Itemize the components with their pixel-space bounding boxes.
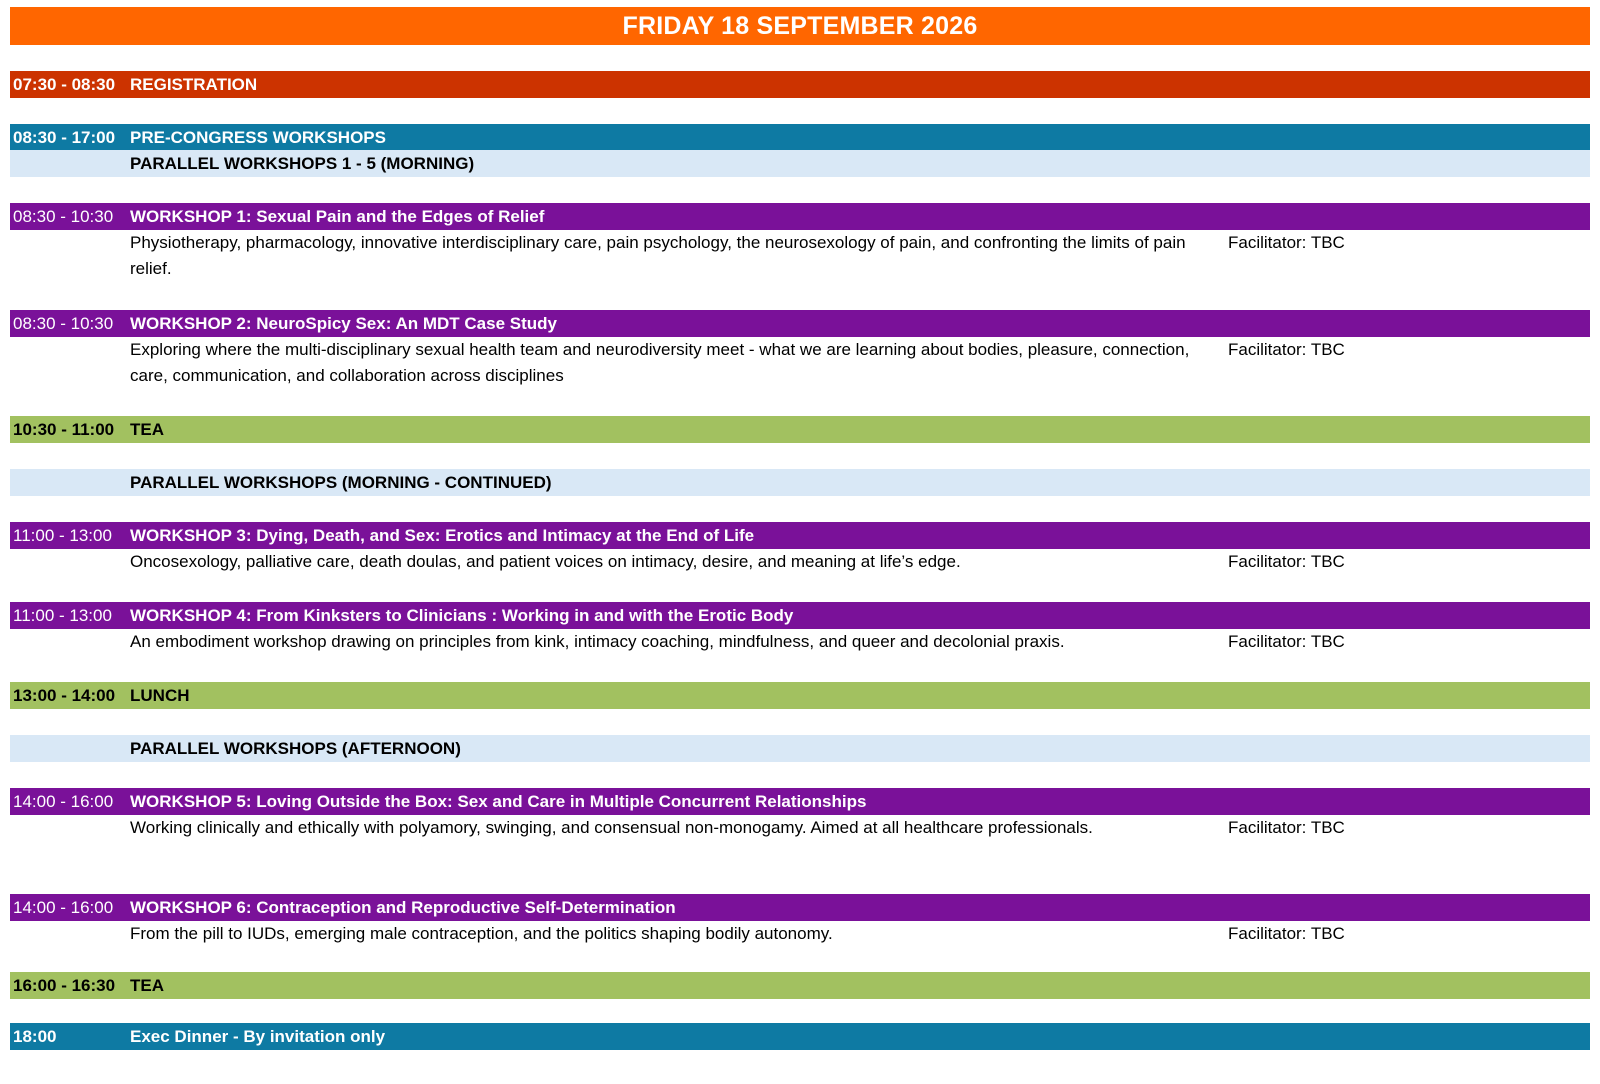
page-title: FRIDAY 18 SEPTEMBER 2026 — [10, 7, 1590, 45]
workshop-3-description: Oncosexology, palliative care, death doulas, and patient voices on intimacy, desire, and meaning at life’s edge. — [130, 552, 961, 571]
tea-1-time: 10:30 - 11:00 — [13, 419, 115, 439]
workshop-3-facilitator: Facilitator: TBC — [1228, 552, 1345, 571]
tea-2-label: TEA — [130, 975, 164, 995]
dinner-row — [10, 1023, 1590, 1050]
workshop-2-description: Exploring where the multi-disciplinary sexual health team and neurodiversity meet - what we are learning about bodies, pleasure, connection, care, communication, and collaboration across disciplines — [130, 340, 1190, 385]
lunch-label: LUNCH — [130, 685, 190, 705]
tea-row-1 — [10, 416, 1590, 443]
workshop-3-header — [10, 522, 1590, 549]
workshop-6-description: From the pill to IUDs, emerging male contraception, and the politics shaping bodily autonomy. — [130, 924, 833, 943]
registration-time: 07:30 - 08:30 — [13, 74, 116, 94]
workshop-1-header — [10, 203, 1590, 230]
workshop-6-time: 14:00 - 16:00 — [13, 897, 114, 917]
workshop-1-title: WORKSHOP 1: Sexual Pain and the Edges of Relief — [130, 206, 545, 226]
workshop-5-title: WORKSHOP 5: Loving Outside the Box: Sex and Care in Multiple Concurrent Relationships — [130, 791, 867, 811]
workshop-2-facilitator: Facilitator: TBC — [1228, 340, 1345, 359]
registration-label: REGISTRATION — [130, 74, 258, 94]
programme-page — [10, 0, 1590, 1084]
workshop-3-title: WORKSHOP 3: Dying, Death, and Sex: Erotics and Intimacy at the End of Life — [130, 525, 755, 545]
workshop-5-description: Working clinically and ethically with polyamory, swinging, and consensual non-monogamy. Aimed at all healthcare professionals. — [130, 818, 1093, 837]
workshop-1-description: Physiotherapy, pharmacology, innovative interdisciplinary care, pain psychology, the neurosexology of pain, and confronting the limits of pain relief. — [130, 233, 1186, 278]
parallel-continued-subheader — [10, 469, 1590, 496]
workshop-6-header — [10, 894, 1590, 921]
workshop-1-facilitator: Facilitator: TBC — [1228, 233, 1345, 252]
tea-row-2 — [10, 972, 1590, 999]
workshop-5-header — [10, 788, 1590, 815]
workshop-5-time: 14:00 - 16:00 — [13, 791, 114, 811]
workshop-1-time: 08:30 - 10:30 — [13, 206, 114, 226]
tea-2-time: 16:00 - 16:30 — [13, 975, 116, 995]
parallel-continued-label: PARALLEL WORKSHOPS (MORNING - CONTINUED) — [130, 472, 552, 492]
workshop-3-time: 11:00 - 13:00 — [13, 525, 112, 545]
workshop-4-title: WORKSHOP 4: From Kinksters to Clinicians : Working in and with the Erotic Body — [130, 605, 794, 625]
workshop-4-description: An embodiment workshop drawing on principles from kink, intimacy coaching, mindfulness, and queer and decolonial praxis. — [130, 632, 1065, 651]
workshop-4-time: 11:00 - 13:00 — [13, 605, 112, 625]
parallel-morning-subheader — [10, 150, 1590, 177]
workshop-2-time: 08:30 - 10:30 — [13, 313, 114, 333]
dinner-time: 18:00 — [13, 1026, 57, 1046]
workshop-4-facilitator: Facilitator: TBC — [1228, 632, 1345, 651]
parallel-afternoon-subheader — [10, 735, 1590, 762]
workshop-2-header — [10, 310, 1590, 337]
precongress-row — [10, 124, 1590, 151]
lunch-time: 13:00 - 14:00 — [13, 685, 116, 705]
parallel-morning-label: PARALLEL WORKSHOPS 1 - 5 (MORNING) — [130, 153, 475, 173]
workshop-2-title: WORKSHOP 2: NeuroSpicy Sex: An MDT Case Study — [130, 313, 557, 333]
registration-row — [10, 71, 1590, 98]
lunch-row — [10, 682, 1590, 709]
precongress-time: 08:30 - 17:00 — [13, 127, 116, 147]
workshop-6-facilitator: Facilitator: TBC — [1228, 924, 1345, 943]
precongress-label: PRE-CONGRESS WORKSHOPS — [130, 127, 386, 147]
parallel-afternoon-label: PARALLEL WORKSHOPS (AFTERNOON) — [130, 738, 461, 758]
dinner-label: Exec Dinner - By invitation only — [130, 1026, 386, 1046]
workshop-4-header — [10, 602, 1590, 629]
workshop-5-facilitator: Facilitator: TBC — [1228, 818, 1345, 837]
tea-1-label: TEA — [130, 419, 164, 439]
workshop-6-title: WORKSHOP 6: Contraception and Reproductive Self-Determination — [130, 897, 676, 917]
